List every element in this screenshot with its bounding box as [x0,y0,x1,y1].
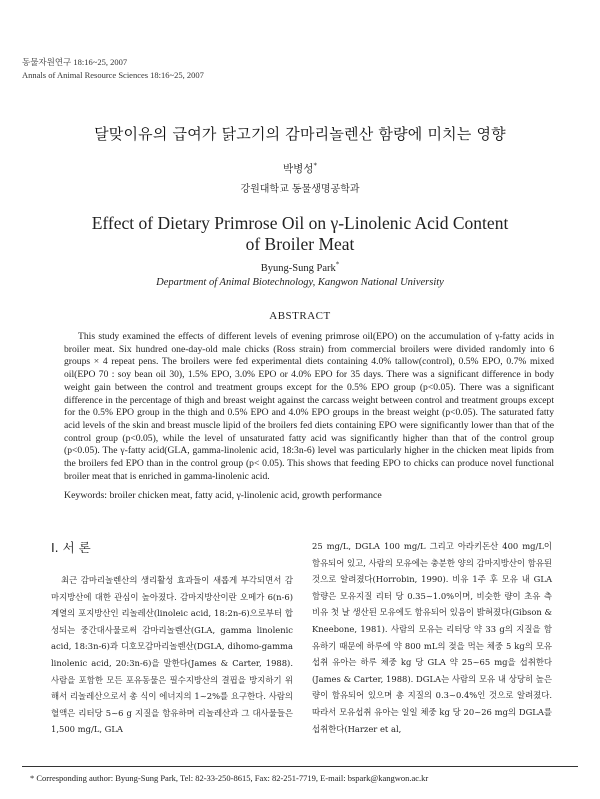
abstract-body: This study examined the effects of different levels of evening primrose oil(EPO) on the accumulation of γ-fatty acids in broiler meat. Six hundred one-day-old male chicks (Ross strain) from commercial broilers were divided randomly into 6 groups × 4 repeat pens. The broilers were fed experimental diets containing 4.0% tallow(control), 0.5% EPO, 0.7% mixed oil(EPO 70 : soy bean oil 30), 1.5% EPO, 3.0% EPO or 4.0% EPO for 35 days. There was a significant difference in body weight gain between the control and treatment groups except for the 0.5% EPO group (p<0.05). There was a significant difference in the percentage of thigh and breast weight against the carcass weight between control and treatment groups except for the 0.5% EPO group in the thigh and 0.5% EPO and 4.0% EPO groups in the breast weight (p<0.05). The saturated fatty acid levels of the skin and breast muscle lipid of the broilers fed diets containing EPO were significantly lower than that of the control group (p<0.05), while the level of unsaturated fatty acid was significantly higher than that of the control group (p<0.05). The γ-fatty acid(GLA, gamma-linolenic acid, 18:3n-6) level was particularly higher in the chicken meat lipids from the broilers fed EPO than in the control group (p< 0.05). This shows that feeding EPO to chicks can produce novel functional broiler meat that is enriched in gamma-linolenic acid. [64,331,554,482]
corresponding-author-footnote: * Corresponding author: Byung-Sung Park, Tel: 82-33-250-8615, Fax: 82-251-7719, E-mail: bspark@kangwon.ac.kr [30,773,429,783]
title-english [0,213,600,255]
author-korean [0,161,600,176]
right-column [312,538,552,737]
title-korean: 달맞이유의 급여가 닭고기의 감마리놀렌산 함량에 미치는 영향 [94,125,506,143]
left-column [51,538,293,738]
footnote-divider [22,766,578,767]
keywords: Keywords: broiler chicken meat, fatty acid, γ-linolenic acid, growth performance [64,490,382,501]
author-english-mark: * [335,260,340,269]
section-heading-introduction: Ⅰ. 서 론 [51,540,91,555]
affiliation-english: Department of Animal Biotechnology, Kangwon National University [156,277,444,288]
journal-citation-en: Annals of Animal Resource Sciences 18:16~25, 2007 [22,70,204,80]
author-korean-mark: * [313,161,317,170]
journal-citation [22,56,204,82]
title-english-line1: Effect of Dietary Primrose Oil on γ-Linolenic Acid Content [91,213,509,233]
author-korean-name: 박병성 [283,163,314,175]
author-english [0,260,600,274]
abstract-heading: ABSTRACT [269,310,331,322]
affiliation-korean: 강원대학교 동물생명공학과 [240,184,360,195]
journal-citation-ko: 동물자원연구 18:16~25, 2007 [22,57,128,67]
title-english-line2: of Broiler Meat [245,234,355,254]
author-english-name: Byung-Sung Park [260,263,336,274]
intro-paragraph-left: 최근 감마리놀렌산의 생리활성 효과들이 새롭게 부각되면서 감마지방산에 대한 관심이 높아졌다. 감마지방산이란 오메가 6(n-6) 계열의 포지방산인 리놀레산(linoleic acid, 18:2n-6)으로부터 합성되는 중간대사물로써 감마리놀렌산(GLA, gamma linolenic acid, 18:3n-6)과 디호모감마리놀렌산(DGLA, dihomo-gamma linolenic acid, 20:3n-6)을 말한다(James & Carter, 1988). 사람을 포함한 모든 포유동물은 필수지방산의 결핍을 방지하기 위해서 리놀레산으로서 총 식이 에너지의 1~2%를 요구한다. 사람의 혈액은 리터당 5~6 g 지질을 함유하며 리놀레산과 그 대사물들은 1,500 mg/L, GLA [51,575,293,735]
intro-paragraph-right: 25 mg/L, DGLA 100 mg/L 그리고 아라키돈산 400 mg/L이 함유되어 있고, 사람의 모유에는 충분한 양의 감마지방산이 함유된 것으로 알려졌다(Horrobin, 1990). 비유 1주 후 모유 내 GLA 함량은 모유지질 리터 당 0.35~1.0%이며, 비슷한 량이 초유 측 비유 첫 날 생산된 모유에도 함유되어 있음이 밝혀졌다(Gibson & Kneebone, 1981). 사람의 모유는 리터당 약 33 g의 지질을 함유하기 때문에 하루에 약 800 mL의 젖을 먹는 체중 5 kg의 모유섭취 유아는 하루 체중 kg 당 GLA 약 25~65 mg을 섭취한다(James & Carter, 1988). DGLA는 사람의 모유 내 상당히 높은 량이 함유되어 있으며 총 지질의 0.3~0.4%인 것으로 알려졌다. 따라서 모유섭취 유아는 일일 체중 kg 당 20~26 mg의 DGLA를 섭취한다(Harzer et al, [312,541,552,734]
